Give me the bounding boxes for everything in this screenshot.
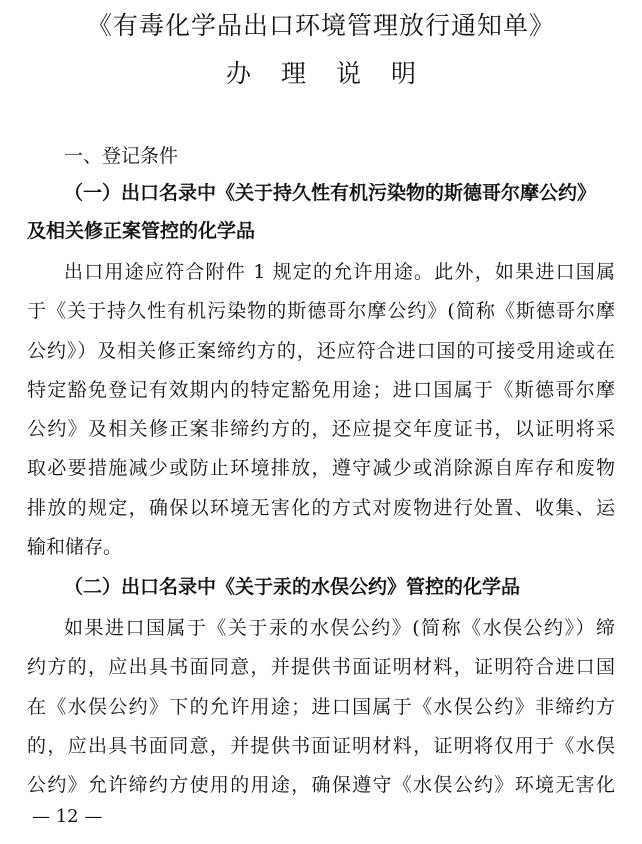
paragraph-line: 公约》）及相关修正案缔约方的，还应符合进口国的可接受用途或在 bbox=[27, 340, 615, 362]
section-heading: 一、登记条件 bbox=[64, 145, 179, 167]
paragraph-line: 于《关于持久性有机污染物的斯德哥尔摩公约》(简称《斯德哥尔摩 bbox=[27, 300, 615, 322]
paragraph-line: 取必要措施减少或防止环境排放，遵守减少或消除源自库存和废物 bbox=[27, 457, 615, 479]
document-title: 《有毒化学品出口环境管理放行通知单》 bbox=[86, 11, 555, 40]
document-subtitle: 办理说明 bbox=[225, 59, 446, 88]
paragraph-line: 公约》及相关修正案非缔约方的，还应提交年度证书，以证明将采 bbox=[27, 418, 615, 440]
paragraph-line: 的，应出具书面同意，并提供书面证明材料，证明将仅用于《水俣 bbox=[27, 735, 615, 757]
paragraph-line: 如果进口国属于《关于汞的水俣公约》(简称《水俣公约》）缔 bbox=[64, 617, 615, 639]
paragraph-line: 公约》允许缔约方使用的用途，确保遵守《水俣公约》环境无害化 bbox=[27, 774, 615, 796]
subsection1-heading-line1: （一）出口名录中《关于持久性有机污染物的斯德哥尔摩公约》 bbox=[64, 182, 597, 204]
paragraph-line: 排放的规定，确保以环境无害化的方式对废物进行处置、收集、运 bbox=[27, 497, 615, 519]
paragraph-line: 约方的，应出具书面同意，并提供书面证明材料，证明符合进口国 bbox=[27, 656, 615, 678]
page-number: — 12 — bbox=[32, 806, 103, 827]
paragraph-line: 特定豁免登记有效期内的特定豁免用途；进口国属于《斯德哥尔摩 bbox=[27, 379, 615, 401]
paragraph-line: 在《水俣公约》下的允许用途；进口国属于《水俣公约》非缔约方 bbox=[27, 696, 615, 718]
subsection1-heading-line2: 及相关修正案管控的化学品 bbox=[27, 220, 256, 242]
paragraph-line: 输和储存。 bbox=[27, 536, 123, 558]
paragraph-line: 出口用途应符合附件 1 规定的允许用途。此外，如果进口国属 bbox=[64, 261, 615, 283]
subsection2-heading: （二）出口名录中《关于汞的水俣公约》管控的化学品 bbox=[64, 576, 521, 598]
